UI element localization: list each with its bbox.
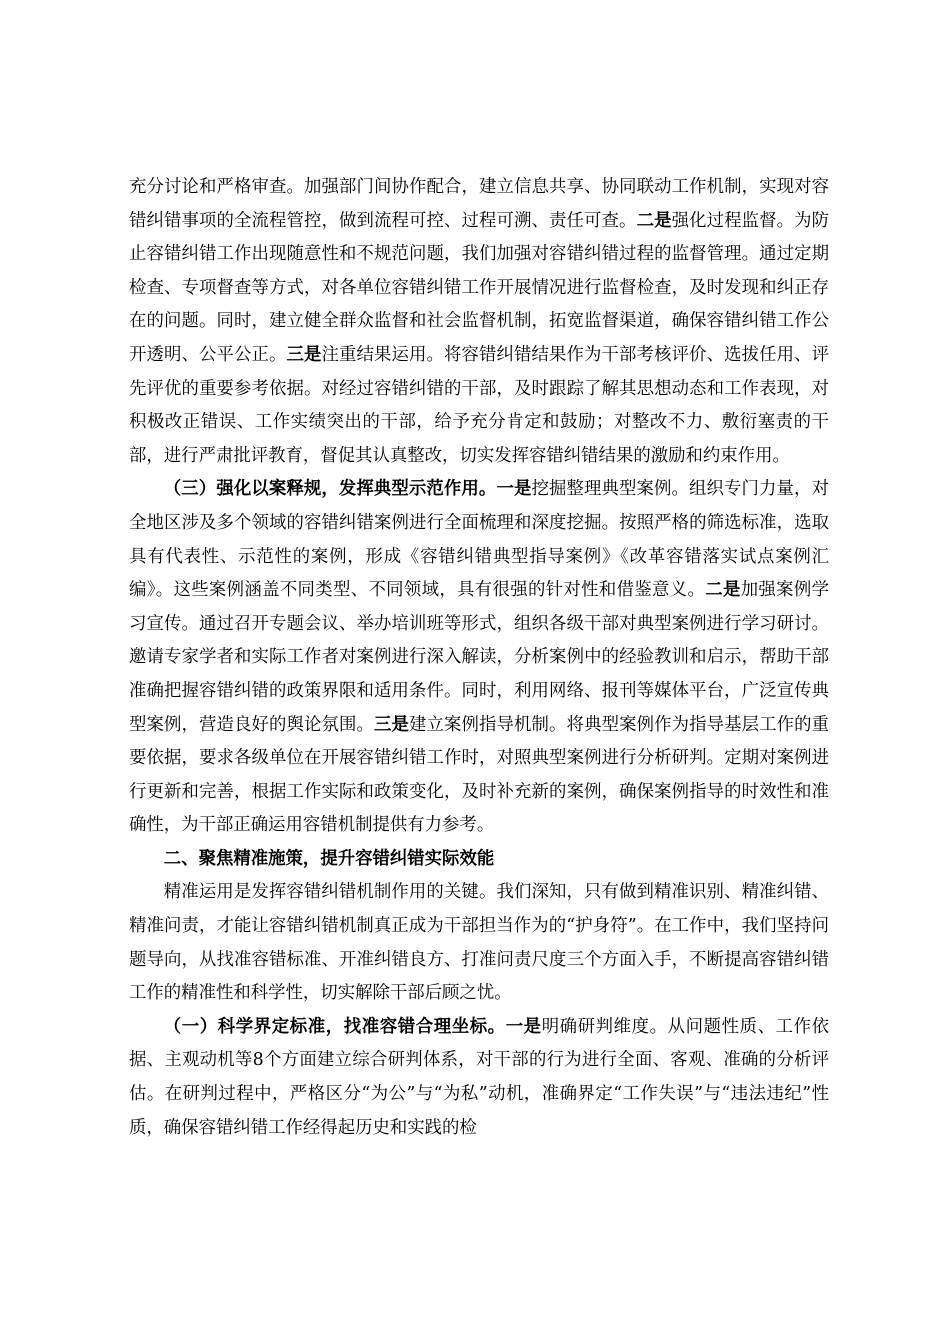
emphasis-marker: 一是	[505, 1016, 542, 1037]
text-run: 挖掘整理典型案例。组织专门力量，对全地区涉及多个领域的容错纠错案例进行全面梳理和深度挖掘。按照严格的筛选标准，选取具有代表性、示范性的案例，形成《容错纠错典型指导案例》《改革容错落实试点案例汇编》。这些案例涵盖不同类型、不同领域，具有很强的针对性和借鉴意义。	[129, 479, 829, 601]
document-body	[129, 171, 829, 1145]
paragraph-continued	[129, 171, 829, 473]
section-heading: （三）强化以案释规，发挥典型示范作用。	[163, 479, 497, 500]
emphasis-marker: 二是	[705, 580, 741, 601]
text-run: 明确研判维度。从问题性质、工作依据、主观动机等8个方面建立综合研判体系，对干部的行为进行全面、客观、准确的分析评估。在研判过程中，严格区分“为公”与“为私”动机，准确界定“工作失误”与“违法违纪”性质，确保容错纠错工作经得起历史和实践的检	[129, 1016, 829, 1138]
paragraph-section-1	[129, 1011, 829, 1145]
paragraph-section-3	[129, 473, 829, 843]
text-run: 注重结果运用。将容错纠错结果作为干部考核评价、选拔任用、评先评优的重要参考依据。对经过容错纠错的干部，及时跟踪了解其思想动态和工作表现，对积极改正错误、工作实绩突出的干部，给予充分肯定和鼓励；对整改不力、敷衍塞责的干部，进行严肃批评教育，督促其认真整改，切实发挥容错纠错结果的激励和约束作用。	[129, 344, 829, 466]
text-run: 强化过程监督。为防止容错纠错工作出现随意性和不规范问题，我们加强对容错纠错过程的监督管理。通过定期检查、专项督查等方式，对各单位容错纠错工作开展情况进行监督检查，及时发现和纠正存在的问题。同时，建立健全群众监督和社会监督机制，拓宽监督渠道，确保容错纠错工作公开透明、公平公正。	[129, 210, 829, 365]
emphasis-marker: 三是	[374, 714, 410, 735]
text-run: 建立案例指导机制。将典型案例作为指导基层工作的重要依据，要求各级单位在开展容错纠错工作时，对照典型案例进行分析研判。定期对案例进行更新和完善，根据工作实际和政策变化，及时补充新的案例，确保案例指导的时效性和准确性，为干部正确运用容错机制提供有力参考。	[129, 714, 829, 836]
emphasis-marker: 一是	[496, 479, 532, 500]
section-heading: （一）科学界定标准，找准容错合理坐标。	[163, 1016, 506, 1037]
text-run: 充分讨论和严格审查。加强部门间协作配合，建立信息共享、协同联动工作机制，实现对容错纠错事项的全流程管控，做到流程可控、过程可溯、责任可查。	[129, 177, 829, 231]
paragraph-intro	[129, 876, 829, 1010]
emphasis-marker: 三是	[286, 344, 322, 365]
text-run: 加强案例学习宣传。通过召开专题会议、举办培训班等形式，组织各级干部对典型案例进行学习研讨。邀请专家学者和实际工作者对案例进行深入解读，分析案例中的经验教训和启示，帮助干部准确把握容错纠错的政策界限和适用条件。同时，利用网络、报刊等媒体平台，广泛宣传典型案例，营造良好的舆论氛围。	[129, 580, 829, 735]
chapter-heading-text: 二、聚焦精准施策，提升容错纠错实际效能	[163, 848, 495, 869]
chapter-heading	[129, 843, 829, 877]
text-run: 精准运用是发挥容错纠错机制作用的关键。我们深知，只有做到精准识别、精准纠错、精准问责，才能让容错纠错机制真正成为干部担当作为的“护身符”。在工作中，我们坚持问题导向，从找准容错标准、开准纠错良方、打准问责尺度三个方面入手，不断提高容错纠错工作的精准性和科学性，切实解除干部后顾之忧。	[129, 882, 829, 1004]
emphasis-marker: 二是	[636, 210, 672, 231]
